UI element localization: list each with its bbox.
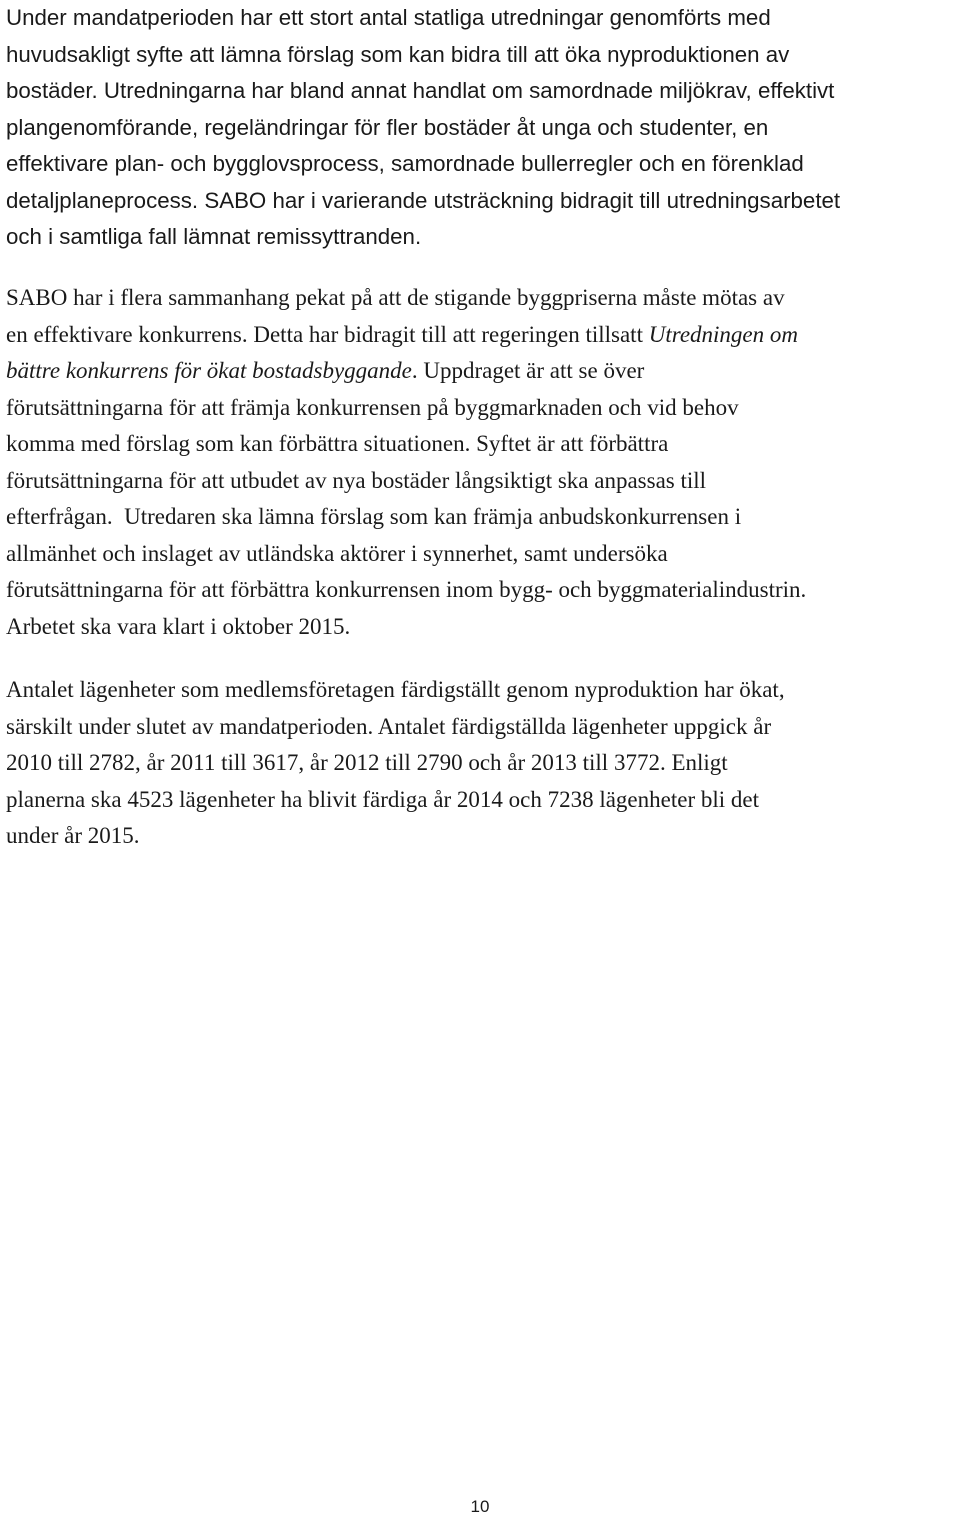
text-line: Antalet lägenheter som medlemsföretagen färdigställt genom nyproduktion har ökat,	[6, 677, 785, 702]
page-number: 10	[470, 1497, 490, 1516]
text-line: SABO har i flera sammanhang pekat på att de stigande byggpriserna måste mötas av	[6, 285, 785, 310]
text-line: under år 2015.	[6, 823, 140, 848]
text-line: 2010 till 2782, år 2011 till 3617, år 2012 till 2790 och år 2013 till 3772. Enligt	[6, 750, 728, 775]
text-line	[6, 317, 958, 354]
investigation-title-italic: bättre konkurrens för ökat bostadsbyggande	[6, 358, 412, 383]
text-line: särskilt under slutet av mandatperioden. Antalet färdigställda lägenheter uppgick år	[6, 713, 772, 739]
document-page	[6, 0, 958, 848]
text-line: Arbetet ska vara klart i oktober 2015.	[6, 613, 351, 639]
text-line	[6, 353, 958, 390]
text-line: huvudsakligt syfte att lämna förslag som kan bidra till att öka nyproduktionen av	[6, 41, 790, 67]
text-line: och i samtliga fall lämnat remissyttranden.	[6, 224, 422, 249]
text-line: komma med förslag som kan förbättra situationen. Syftet är att förbättra	[6, 431, 669, 456]
text-line: planerna ska 4523 lägenheter ha blivit färdiga år 2014 och 7238 lägenheter bli det	[6, 786, 759, 812]
text-line: allmänhet och inslaget av utländska aktörer i synnerhet, samt undersöka	[6, 540, 668, 566]
text-line: effektivare plan- och bygglovsprocess, samordnade bullerregler och en förenklad	[6, 151, 804, 176]
paragraph-new-apartments	[6, 672, 958, 855]
text-line: förutsättningarna för att främja konkurrensen på byggmarknaden och vid behov	[6, 394, 739, 420]
text-segment: en effektivare konkurrens. Detta har bidragit till att regeringen tillsatt	[6, 321, 649, 347]
text-line: bostäder. Utredningarna har bland annat handlat om samordnade miljökrav, effektivt	[6, 78, 835, 103]
text-segment: . Uppdraget är att se över	[411, 358, 645, 383]
text-line: detaljplaneprocess. SABO har i varierande utsträckning bidragit till utredningsarbetet	[6, 187, 841, 213]
text-line: efterfrågan. Utredaren ska lämna förslag som kan främja anbudskonkurrensen i	[6, 504, 742, 529]
paragraph-competition-investigation	[6, 280, 958, 645]
text-line: förutsättningarna för att utbudet av nya bostäder långsiktigt ska anpassas till	[6, 467, 707, 493]
text-line: plangenomförande, regeländringar för fler bostäder åt unga och studenter, en	[6, 114, 769, 140]
text-line: Under mandatperioden har ett stort antal statliga utredningar genomförts med	[6, 5, 771, 30]
text-line: förutsättningarna för att förbättra konkurrensen inom bygg- och byggmaterialindustrin.	[6, 577, 807, 602]
paragraph-state-investigations	[6, 0, 958, 256]
investigation-title-italic: Utredningen om	[648, 321, 798, 347]
